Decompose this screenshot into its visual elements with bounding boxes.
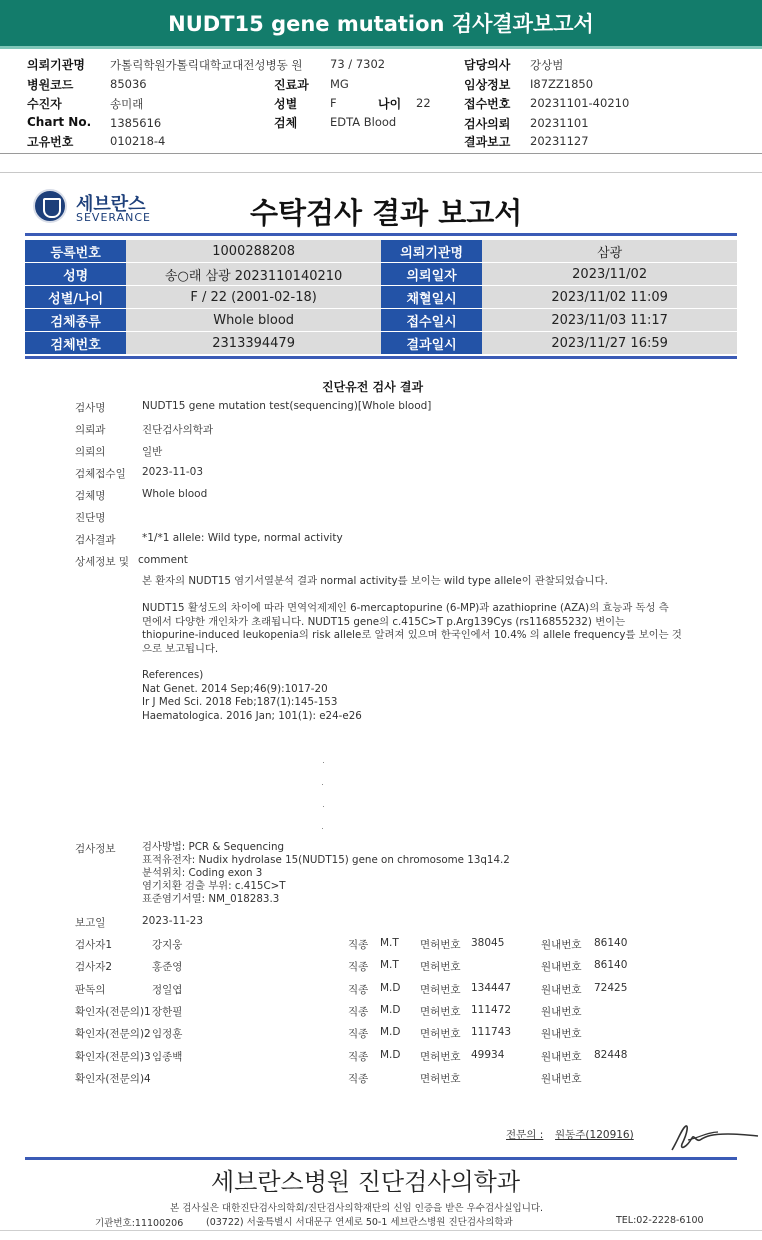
report-date-value: 2023-11-23 [142, 915, 204, 927]
header-value: 가톨릭학원가톨릭대학교대전성병동 원 [110, 58, 303, 72]
staff-name: 장한필 [152, 1005, 183, 1018]
staff-license: 111472 [471, 1003, 512, 1016]
header-label: 병원코드 [27, 78, 74, 92]
info-value: 송○래 삼광 2023110140210 [126, 263, 381, 286]
info-key: 등록번호 [25, 240, 126, 263]
method-line: 표준염기서열: NM_018283.3 [142, 893, 280, 905]
field-value: NUDT15 gene mutation test(sequencing)[Whole blood] [142, 400, 432, 412]
scan-dot [322, 828, 323, 829]
signature-image [668, 1120, 760, 1156]
field-value: Whole blood [142, 488, 208, 500]
field-label: 검체접수일 [75, 468, 126, 480]
info-key: 의뢰기관명 [381, 240, 482, 263]
severance-emblem-icon [33, 189, 67, 223]
header-value: 20231127 [530, 134, 589, 148]
method-line: 염기치환 검출 부위: c.415C>T [142, 880, 286, 892]
staff-job: M.D [380, 1048, 401, 1061]
header-value: F [330, 96, 337, 110]
header-label: 성별 [274, 97, 298, 111]
header-value: 85036 [110, 77, 147, 91]
report-date-label: 보고일 [75, 917, 106, 929]
staff-job: M.D [380, 1026, 401, 1039]
staff-license-label: 면허번호 [420, 1072, 461, 1085]
header-label: 수진자 [27, 97, 62, 111]
comment-line: 면에서 다양한 개인차가 초래됩니다. NUDT15 gene의 c.415C>T p.Arg139Cys (rs116855232) 변이는 [142, 615, 626, 628]
staff-role: 검사자1 [75, 939, 113, 951]
info-key: 의뢰일자 [381, 263, 482, 286]
specialist-label: 전문의 : [506, 1129, 544, 1141]
patient-info-table [25, 240, 737, 355]
header-label: 검체 [274, 116, 298, 130]
staff-license: 38045 [471, 937, 505, 949]
header-label: 결과보고 [464, 135, 511, 149]
info-key: 접수일시 [381, 309, 482, 332]
header-value: MG [330, 77, 349, 91]
staff-license-label: 면허번호 [420, 1028, 461, 1041]
info-key: 결과일시 [381, 332, 482, 355]
staff-job: M.T [380, 959, 399, 972]
table-row [25, 240, 737, 263]
hospital-address: (03722) 서울특별시 서대문구 연세로 50-1 세브란스병원 진단검사의학과 [206, 1217, 513, 1228]
staff-license: 111743 [471, 1026, 512, 1039]
staff-job-label: 직종 [348, 939, 369, 951]
header-value: EDTA Blood [330, 115, 397, 129]
field-label: 의뢰의 [75, 446, 106, 458]
header-label: 검사의뢰 [464, 117, 511, 131]
header-value: 010218-4 [110, 134, 166, 148]
banner-title: NUDT15 gene mutation 검사결과보고서 [168, 12, 594, 36]
info-value: 삼광 [482, 240, 737, 263]
reference-item: Haematologica. 2016 Jan; 101(1): e24-e26 [142, 709, 362, 722]
method-line: 분석위치: Coding exon 3 [142, 867, 263, 879]
info-value: 2023/11/02 11:09 [482, 286, 737, 309]
staff-license-label: 면허번호 [420, 1050, 461, 1063]
header-label: 접수번호 [464, 97, 511, 111]
info-value: 2023/11/03 11:17 [482, 309, 737, 332]
staff-job-label: 직종 [348, 1005, 369, 1018]
staff-license: 49934 [471, 1048, 505, 1061]
staff-internal-label: 원내번호 [541, 1072, 582, 1085]
title-rule [25, 233, 737, 236]
staff-role: 확인자(전문의)1 [75, 1005, 151, 1018]
staff-job: M.D [380, 981, 401, 994]
staff-job: M.T [380, 937, 399, 949]
method-line: 표적유전자: Nudix hydrolase 15(NUDT15) gene on chromosome 13q14.2 [142, 854, 510, 866]
comment-line: 으로 보고됩니다. [142, 642, 219, 655]
field-label: 검사명 [75, 402, 106, 414]
staff-name: 임정훈 [152, 1028, 183, 1041]
header-value: 20231101 [530, 116, 589, 130]
header-value: 20231101-40210 [530, 96, 630, 110]
scan-dot [323, 762, 324, 763]
info-key: 검체번호 [25, 332, 126, 355]
footer-rule [25, 1157, 737, 1160]
staff-license-label: 면허번호 [420, 983, 461, 996]
staff-license-label: 면허번호 [420, 939, 461, 951]
header-label: 임상정보 [464, 78, 511, 92]
staff-internal-number: 72425 [594, 981, 628, 994]
field-label: 진단명 [75, 512, 106, 524]
staff-internal-label: 원내번호 [541, 939, 582, 951]
info-key: 검체종류 [25, 309, 126, 332]
brand-english: SEVERANCE [76, 211, 151, 224]
staff-license: 134447 [471, 981, 512, 994]
section-title: 진단유전 검사 결과 [322, 380, 424, 394]
staff-name: 임종백 [152, 1050, 183, 1063]
method-line: 검사방법: PCR & Sequencing [142, 841, 285, 853]
header-value: 강상범 [530, 58, 564, 72]
staff-job-label: 직종 [348, 1072, 369, 1085]
reference-item: Ir J Med Sci. 2018 Feb;187(1):145-153 [142, 696, 338, 708]
header-value: 22 [416, 96, 431, 110]
references-title: References) [142, 669, 204, 681]
field-value: *1/*1 allele: Wild type, normal activity [142, 532, 343, 544]
comment-line: NUDT15 활성도의 차이에 따라 면역억제제인 6-mercaptopurine (6-MP)과 azathioprine (AZA)의 효능과 독성 측 [142, 602, 669, 614]
info-value: 2023/11/02 [482, 263, 737, 286]
field-value: 일반 [142, 446, 163, 458]
hospital-phone: TEL:02-2228-6100 [616, 1215, 704, 1226]
method-label: 검사정보 [75, 843, 116, 855]
field-label: 검사결과 [75, 534, 116, 546]
comment-paragraph: 본 환자의 NUDT15 염기서열분석 결과 normal activity를 보이는 wild type allele이 관찰되었습니다. [142, 575, 608, 587]
staff-job: M.D [380, 1003, 401, 1016]
certification-note: 본 검사실은 대한진단검사의학회/진단검사의학재단의 신임 인증을 받은 우수검사실입니다. [170, 1203, 544, 1214]
staff-role: 확인자(전문의)4 [75, 1072, 151, 1085]
staff-job-label: 직종 [348, 1050, 369, 1063]
field-value: 진단검사의학과 [142, 424, 214, 436]
staff-role: 판독의 [75, 983, 106, 996]
header-divider [0, 172, 762, 173]
staff-role: 확인자(전문의)2 [75, 1028, 151, 1041]
staff-license-label: 면허번호 [420, 961, 461, 974]
info-key: 채혈일시 [381, 286, 482, 309]
header-label: 진료과 [274, 78, 309, 92]
header-divider [0, 153, 762, 154]
field-value: 2023-11-03 [142, 466, 204, 478]
staff-internal-number: 86140 [594, 959, 628, 972]
references [142, 669, 542, 723]
info-value: 1000288208 [126, 240, 381, 263]
info-key: 성명 [25, 263, 126, 286]
header-value: 송미래 [110, 97, 144, 111]
table-bottom-rule [25, 356, 737, 359]
info-value: 2023/11/27 16:59 [482, 332, 737, 355]
staff-role: 검사자2 [75, 961, 113, 974]
department-name: 세브란스병원 진단검사의학과 [211, 1168, 521, 1196]
header-label: 나이 [378, 97, 402, 111]
header-label: 담당의사 [464, 58, 511, 72]
table-row [25, 263, 737, 286]
report-banner [0, 0, 762, 46]
table-row [25, 309, 737, 332]
header-value: I87ZZ1850 [530, 77, 594, 91]
detail-comment-label: comment [138, 554, 188, 566]
staff-internal-label: 원내번호 [541, 983, 582, 996]
footer-divider [0, 1230, 762, 1231]
staff-license-label: 면허번호 [420, 1005, 461, 1018]
reference-item: Nat Genet. 2014 Sep;46(9):1017-20 [142, 682, 328, 695]
header-value: 73 / 7302 [330, 57, 386, 71]
field-label: 검체명 [75, 490, 106, 502]
method-info [142, 841, 562, 906]
header-value: 1385616 [110, 116, 162, 130]
staff-internal-number: 82448 [594, 1048, 628, 1061]
comment-paragraph [142, 602, 722, 656]
info-value: 2313394479 [126, 332, 381, 355]
detail-label: 상세정보 및 [75, 556, 130, 568]
report-title: 수탁검사 결과 보고서 [250, 196, 523, 230]
staff-internal-label: 원내번호 [541, 1050, 582, 1063]
staff-name: 홍준영 [152, 961, 183, 974]
info-key: 성별/나이 [25, 286, 126, 309]
brand-korean: 세브란스 [76, 194, 146, 215]
staff-internal-label: 원내번호 [541, 961, 582, 974]
table-row [25, 332, 737, 355]
staff-role: 확인자(전문의)3 [75, 1050, 151, 1063]
header-label: 의뢰기관명 [27, 58, 85, 72]
scan-dot [322, 784, 323, 785]
staff-internal-number: 86140 [594, 937, 628, 949]
info-value: Whole blood [126, 309, 381, 332]
comment-line: thiopurine-induced leukopenia의 risk allele로 알려져 있으며 한국인에서 10.4% 의 allele frequency를 보이는 것 [142, 629, 682, 641]
staff-name: 정일엽 [152, 983, 183, 996]
table-row [25, 286, 737, 309]
staff-internal-label: 원내번호 [541, 1028, 582, 1041]
institution-code: 기관번호:11100206 [95, 1218, 184, 1229]
staff-job-label: 직종 [348, 983, 369, 996]
info-value: F / 22 (2001-02-18) [126, 286, 381, 309]
staff-name: 강지웅 [152, 939, 183, 951]
header-label: 고유번호 [27, 135, 74, 149]
staff-internal-label: 원내번호 [541, 1005, 582, 1018]
staff-job-label: 직종 [348, 961, 369, 974]
field-label: 의뢰과 [75, 424, 106, 436]
specialist-name: 원동주(120916) [555, 1129, 634, 1141]
banner-underline [0, 46, 762, 49]
scan-dot [323, 806, 324, 807]
header-label: Chart No. [27, 115, 92, 129]
staff-job-label: 직종 [348, 1028, 369, 1041]
